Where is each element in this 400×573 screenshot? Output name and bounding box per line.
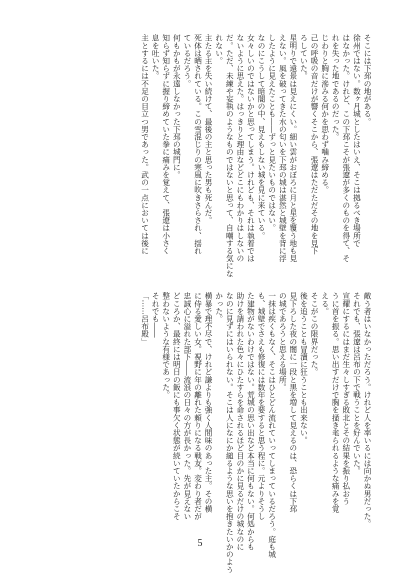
text-line: 見下ろした夜の闇に一段と黒を増して見えるのは、恐らくは下邳: [288, 292, 298, 513]
text-line: た建物がないわけではない。荒城の思い出など本当に何もない。何処からも: [246, 292, 256, 551]
text-line: に侍る愛しい女。視野に年の離れた頼りになる戦友。変わり者だが: [193, 292, 203, 520]
text-line: 助けを請われた色々にひたすらを命されるほど目のかに見るだけの城なのに: [235, 292, 245, 551]
text-line: はなかった。けれど、この下邳こそが張遼が多くのものを得て、そ: [341, 34, 351, 262]
text-line: 息を吐いた。: [151, 34, 161, 80]
text-line: 敵う者はいなかっただろう。けれど人を率いるには向かぬ男だった。: [363, 292, 372, 528]
text-line: それでも、張遼は呂布の下で戦うことを好んでいた。: [352, 292, 362, 475]
text-line: 整わないような有様であった。: [161, 292, 171, 399]
text-line: 「……呂布殿」: [140, 292, 150, 346]
lower-text-block: [139, 292, 372, 573]
text-line: それでも――: [151, 292, 161, 338]
text-line: だ。ただ、未練や妄執のようなものではないと思って、自嘲する気にな: [225, 34, 235, 278]
text-line: そこには下邳の地がある。: [363, 34, 372, 126]
text-line: 宣耀にするにはまだ生々しすぎる敗北とその結果を振り払おう: [341, 292, 351, 505]
text-line: なのに見ずにはいられない。そこは人になにか縋るような思いを抱きたいかのよう: [225, 292, 235, 573]
text-line: 何もかもが永遠しなかった下邳の城門に。: [172, 34, 182, 179]
upper-text-block: [139, 34, 372, 278]
text-line: じわりと胸に滲みる何かを思わず噛み締める。: [320, 34, 330, 194]
text-line: 主たる主を失い続けて、最後の主と思った男も死んだ。: [204, 34, 214, 224]
text-line: 星明りで遠景は見えにくい。細い雲がおぼろに月と星を覆う地も見: [288, 34, 298, 262]
text-line: 己の呼吸の音だけが響くそこから、張遼はただただその地を見下: [310, 34, 320, 255]
text-line: 女々しいのではないかと思ってしまう。けれども、それは執着では: [246, 34, 256, 262]
text-line: どころか、最終には明日の飯にも事欠く状態が続いていたからこそ: [172, 292, 182, 520]
text-line: 忠誠心に溢れた部下――流浪の日々の方が長かった。先が見えない: [182, 292, 192, 520]
text-line: 死体は晒されている。この雪混じりの寒風に吹きさらされ、揺れ: [193, 34, 203, 255]
text-line: ているだろう。: [182, 34, 192, 88]
text-line: 徐州ではない。数ヶ月城としたはいえ、そこは拠るべき場所で: [352, 34, 362, 247]
text-line: えない。風を破ってきた水の匂いを下邳の城は湛然と城壁を背に浮: [278, 34, 288, 262]
text-line: そこがこの限界だった。: [310, 292, 320, 376]
text-line: うに首を振る。思い出すだけで胸を掻き毟られるような痛みを覚: [331, 292, 341, 513]
text-line: したように見えたことも――ずっと見たいものではない。: [267, 34, 277, 232]
text-line: ないように思えた。はっきりと理由などどこにもわかりはしないの: [235, 34, 245, 262]
text-line: れを失った地であるのだった。: [331, 34, 341, 141]
text-line: 一抹は疾くもなく、そこはひとどん流れていってしまっているだろう。庭も城: [267, 292, 277, 558]
page-number: 5: [197, 538, 203, 549]
text-line: れない。: [214, 34, 224, 65]
text-line: える。: [320, 292, 330, 315]
text-line: 主とするには不足の目立つ男であった。武の一点においては後に: [140, 34, 150, 255]
text-line: の城であろうと思える場所。: [278, 292, 288, 391]
text-line: なのにこうして暗闇の中、見えもしない城を見に来ている。: [257, 34, 267, 240]
text-line: ろしていた。: [299, 34, 309, 80]
text-line: 知らず知らずに握り締めていた拳に痛みを覚えて、張遼は小さく: [161, 34, 171, 255]
text-line: も、城壁でさえも修復には数年を要すると思う程に。元よりそうし: [257, 292, 267, 520]
text-line: 横暴で理不尽で、けれど謙よりも強く人間味のあった主。その横: [204, 292, 214, 513]
text-line: 後を追うことも冒瀆に狂うことも出来ない。: [299, 292, 309, 444]
text-line: かった。: [214, 292, 224, 323]
